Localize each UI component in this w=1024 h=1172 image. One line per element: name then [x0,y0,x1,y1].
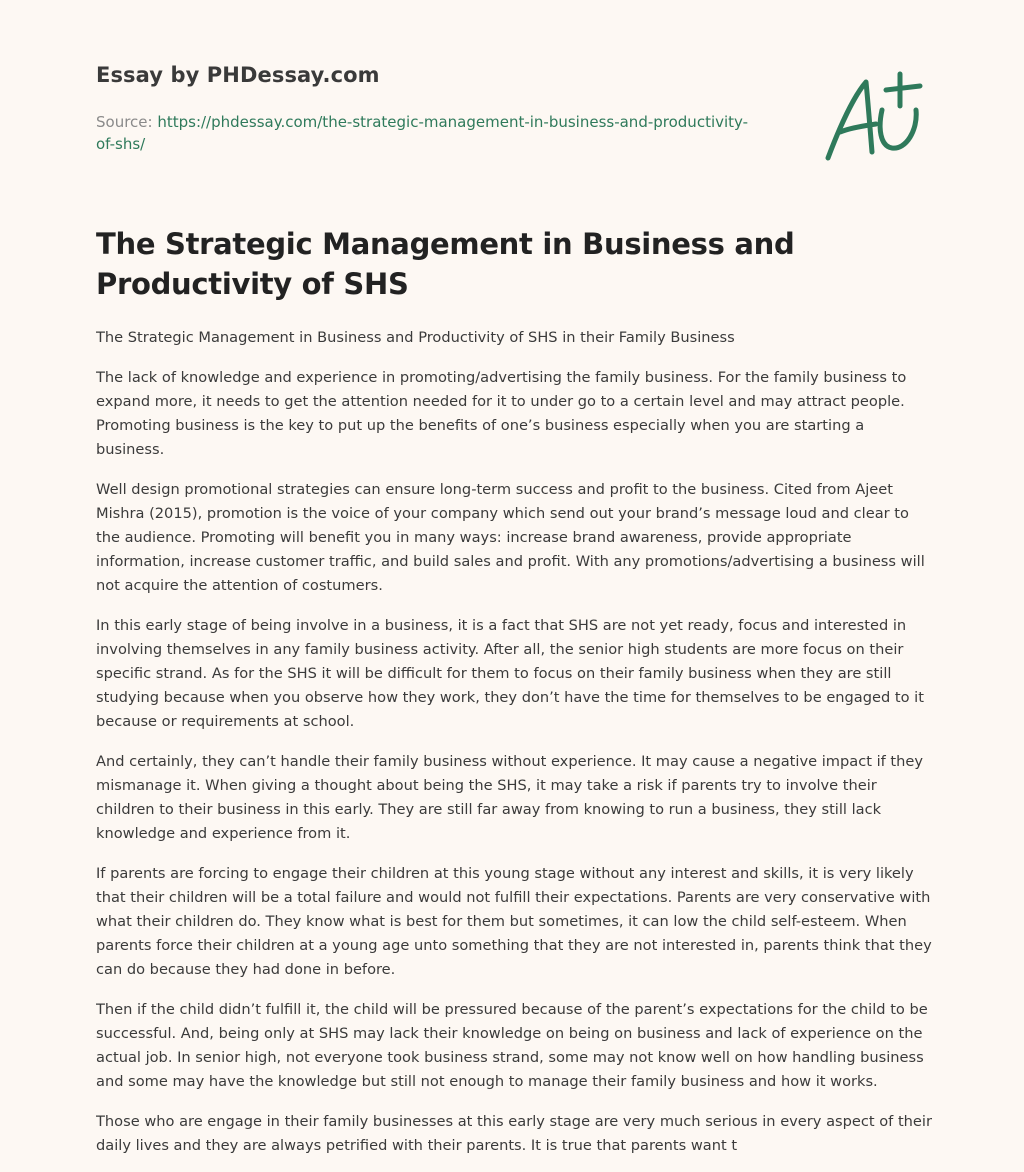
essay-paragraph: The Strategic Management in Business and Productivity of SHS in their Family Business [96,329,735,346]
essay-paragraph: Then if the child didn’t fulfill it, the child will be pressured because of the parent’s expectations for the child to be successful. And, being only at SHS may lack their knowledge on being on business and lack of experience on the actual job. In senior high, not everyone took business strand, some may not know well on how handling business and some may have the knowledge but still not enough to manage their family business and how it works. [96,1001,928,1090]
essay-paragraph: Those who are engage in their family businesses at this early stage are very much serious in every aspect of their daily lives and they are always petrified with their parents. It is true that parents want t [96,1113,932,1154]
source-link[interactable]: https://phdessay.com/the-strategic-management-in-business-and-productivity-of-shs/ [96,113,749,153]
site-brand: Essay by PHDessay.com [96,63,380,87]
essay-paragraph: The lack of knowledge and experience in promoting/advertising the family business. For the family business to expand more, it needs to get the attention needed for it to under go to a certain level and may attract people. Promoting business is the key to put up the benefits of one’s business especially when you are starting a business. [96,369,907,458]
essay-paragraph: And certainly, they can’t handle their family business without experience. It may cause a negative impact if they mismanage it. When giving a thought about being the SHS, it may take a risk if parents try to involve their children to their business in this early. They are still far away from knowing to run a business, they still lack knowledge and experience from it. [96,753,923,842]
source-line [96,111,756,155]
essay-paragraph: Well design promotional strategies can ensure long-term success and profit to the business. Cited from Ajeet Mishra (2015), promotion is the voice of your company which send out your brand’s message loud and clear to the audience. Promoting will benefit you in many ways: increase brand awareness, provide appropriate information, increase customer traffic, and build sales and profit. With any promotions/advertising a business will not acquire the attention of costumers. [96,481,925,594]
essay-paragraph: If parents are forcing to engage their children at this young stage without any interest and skills, it is very likely that their children will be a total failure and would not fulfill their expectations. Parents are very conservative with what their children do. They know what is best for them but sometimes, it can low the child self-esteem. When parents force their children at a young age unto something that they are not interested in, parents think that they can do because they had done in before. [96,865,932,978]
a-plus-logo-icon [820,66,930,166]
source-label: Source: [96,113,158,131]
essay-paragraph: In this early stage of being involve in a business, it is a fact that SHS are not yet ready, focus and interested in involving themselves in any family business activity. After all, the senior high students are more focus on their specific strand. As for the SHS it will be difficult for them to focus on their family business when they are still studying because when you observe how they work, they don’t have the time for themselves to be engaged to it because or requirements at school. [96,617,924,730]
essay-title: The Strategic Management in Business and Productivity of SHS [96,227,795,301]
essay-body [96,326,932,1160]
